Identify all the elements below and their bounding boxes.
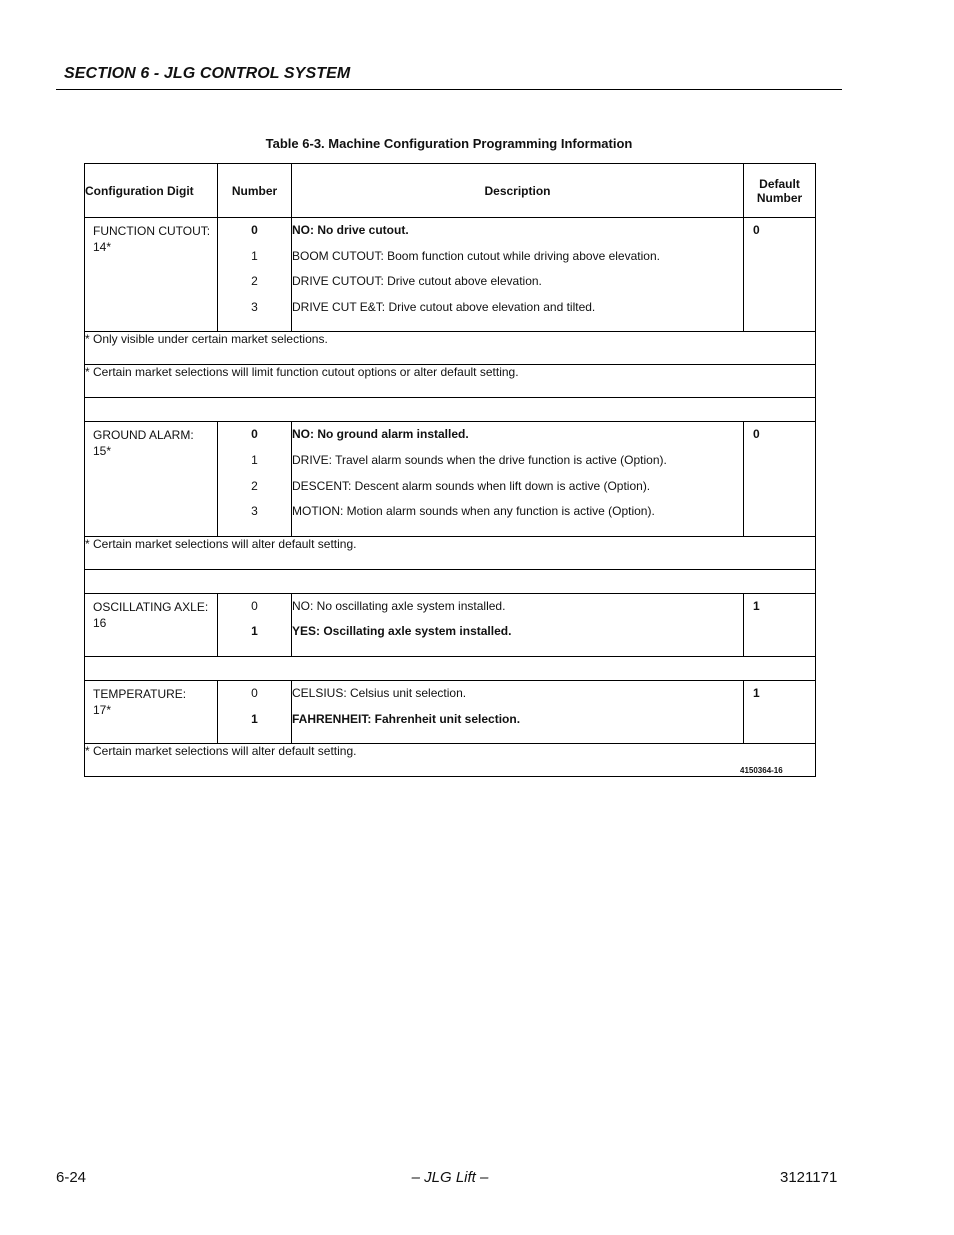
option-description: CELSIUS: Celsius unit selection. [292,685,467,700]
option-number: 1 [251,711,258,726]
option-description-cell [292,218,744,332]
note-row [85,332,816,365]
spacer-row [85,656,816,680]
figure-code: 4150364-16 [740,766,783,775]
option-description: MOTION: Motion alarm sounds when any function is active (Option). [292,504,655,519]
config-digit-cell [85,422,218,536]
table-row [85,218,816,332]
note-row [85,536,816,569]
option-description: DRIVE CUT E&T: Drive cutout above elevation and tilted. [292,299,596,314]
option-description: DRIVE: Travel alarm sounds when the drive function is active (Option). [292,452,667,467]
spacer-row [85,569,816,593]
header-default-line1: Default [759,176,800,191]
option-number: 0 [251,685,258,700]
table-row [85,422,816,536]
option-number: 3 [251,504,258,519]
spacer-cell [85,569,816,593]
table-header-row [85,164,816,218]
config-digit-number: 17* [93,702,112,717]
table-note: * Certain market selections will alter default setting. [85,744,816,777]
header-configuration-digit: Configuration Digit [85,164,218,218]
option-number-cell [218,680,292,743]
config-digit-number: 14* [93,240,112,254]
option-number-cell [218,593,292,656]
option-description: NO: No drive cutout. [292,223,409,237]
header-number: Number [218,164,292,218]
header-default-line2: Number [756,190,803,205]
option-number-cell [218,218,292,332]
spacer-cell [85,398,816,422]
option-number: 0 [251,223,258,237]
table-row [85,593,816,656]
header-default-number [744,164,816,218]
option-number-cell [218,422,292,536]
table-row [85,680,816,743]
note-row [85,744,816,777]
note-row [85,365,816,398]
config-digit-name: OSCILLATING AXLE: [93,599,209,614]
section-divider [56,89,842,90]
table-caption: Table 6-3. Machine Configuration Programming Information [265,136,633,151]
option-description: DESCENT: Descent alarm sounds when lift down is active (Option). [292,478,651,493]
spacer-row [85,398,816,422]
option-number: 3 [251,299,258,314]
option-description: BOOM CUTOUT: Boom function cutout while driving above elevation. [292,248,660,263]
option-number: 0 [251,427,258,442]
option-description: DRIVE CUTOUT: Drive cutout above elevation. [292,274,542,289]
option-description-cell [292,593,744,656]
config-digit-cell [85,593,218,656]
config-digit-number: 15* [93,444,112,459]
config-digit-name: GROUND ALARM: [93,428,194,443]
config-digit-cell [85,218,218,332]
option-description: FAHRENHEIT: Fahrenheit unit selection. [292,711,521,726]
option-description: NO: No ground alarm installed. [292,427,469,442]
option-number: 1 [251,452,258,467]
option-number: 2 [251,478,258,493]
configuration-table [84,163,816,777]
option-number: 2 [251,274,258,289]
table-note: * Certain market selections will limit function cutout options or alter default setting. [85,365,816,398]
config-digit-cell [85,680,218,743]
option-description-cell [292,422,744,536]
default-number-cell: 1 [744,593,816,656]
table-note: * Only visible under certain market selections. [85,332,816,365]
spacer-cell [85,656,816,680]
config-digit-name: FUNCTION CUTOUT: [93,224,211,238]
default-number-cell: 0 [744,422,816,536]
default-number-cell: 0 [744,218,816,332]
option-description: YES: Oscillating axle system installed. [292,624,512,639]
header-description: Description [292,164,744,218]
document-number: 3121171 [780,1169,838,1186]
option-description: NO: No oscillating axle system installed. [292,598,506,613]
default-number-cell: 1 [744,680,816,743]
option-description-cell [292,680,744,743]
config-digit-name: TEMPERATURE: [93,686,187,701]
option-number: 1 [251,624,258,639]
footer-brand: – JLG Lift – [411,1169,489,1186]
table-note: * Certain market selections will alter default setting. [85,536,816,569]
option-number: 1 [251,248,258,263]
config-digit-number: 16 [93,615,107,630]
section-title: SECTION 6 - JLG CONTROL SYSTEM [64,65,351,82]
page-number: 6-24 [56,1169,87,1186]
option-number: 0 [251,598,258,613]
